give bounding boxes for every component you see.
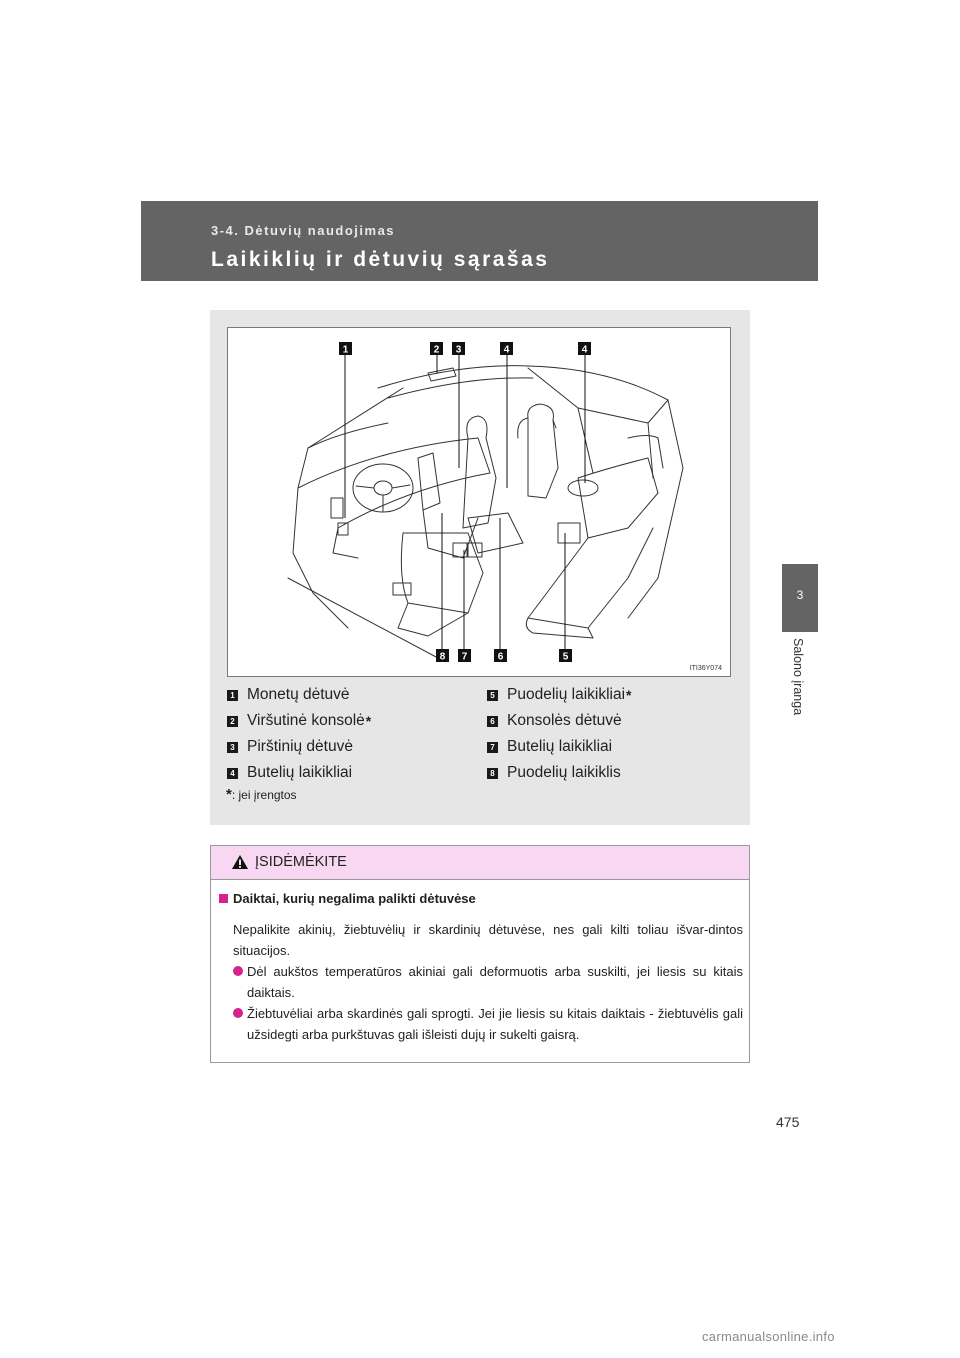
caution-bullet-text: Dėl aukštos temperatūros akiniai gali deformuotis arba suskilti, jei liesis su kitais daiktais.: [247, 964, 743, 1000]
callout-bottom-8: 8: [439, 651, 446, 663]
figure-code: ITI36Y074: [689, 665, 722, 672]
callout-top-2: 2: [433, 344, 440, 356]
footnote-star: *: [226, 786, 232, 803]
legend-item-8: [487, 762, 622, 784]
legend-badge: 3: [227, 742, 238, 753]
page-title: Laikiklių ir dėtuvių sąrašas: [211, 248, 550, 271]
section-label: 3-4. Dėtuvių naudojimas: [211, 223, 396, 238]
callout-bottom-6: 6: [497, 651, 504, 663]
legend-item-7: [487, 736, 613, 758]
legend-badge: 6: [487, 716, 498, 727]
caution-header: [211, 846, 749, 880]
legend-item-4: [227, 762, 353, 784]
chapter-label: Salono įranga: [791, 638, 805, 716]
bullet-dot-icon: [233, 966, 243, 976]
callout-top-4a: 4: [503, 344, 510, 356]
legend-label: Butelių laikikliai: [247, 764, 353, 781]
callout-top-1: 1: [342, 344, 349, 356]
callout-bottom-7: 7: [461, 651, 468, 663]
legend-badge: 2: [227, 716, 238, 727]
chapter-side-label: [784, 638, 814, 748]
legend-badge: 8: [487, 768, 498, 779]
car-interior-illustration: [228, 328, 730, 676]
car-interior-figure: [227, 327, 731, 677]
legend-label: Butelių laikikliai: [507, 738, 613, 755]
page-number: 475: [776, 1114, 800, 1130]
square-bullet-icon: [219, 894, 228, 903]
section-header: [141, 201, 818, 281]
chapter-tab: [782, 564, 818, 632]
callout-top-4b: 4: [581, 344, 588, 356]
footnote-text: : jei įrengtos: [231, 788, 297, 802]
watermark: carmanualsonline.info: [702, 1329, 835, 1344]
legend-footnote: [226, 786, 297, 803]
legend-label: Viršutinė konsolė: [247, 712, 365, 729]
callout-bottom-5: 5: [562, 651, 569, 663]
legend-label: Pirštinių dėtuvė: [247, 738, 353, 755]
caution-bullet-text: Žiebtuvėliai arba skardinės gali sprogti. Jei jie liesis su kitais daiktais - žiebtuvėlis gali užsidegti arba purkštuvas gali išleisti dujų ir sukelti gaisrą.: [247, 1006, 743, 1042]
illustration-panel: [210, 310, 750, 825]
legend-badge: 5: [487, 690, 498, 701]
legend-badge: 4: [227, 768, 238, 779]
legend-item-6: [487, 710, 623, 732]
caution-paragraph: Nepalikite akinių, žiebtuvėlių ir skardinių dėtuvėse, nes gali kilti toliau išvar-dintos situacijos.: [233, 922, 743, 958]
legend-label: Konsolės dėtuvė: [507, 712, 622, 729]
legend-item-3: [227, 736, 354, 758]
caution-bullet-2: [233, 1003, 743, 1045]
caution-box: [210, 845, 750, 1063]
chapter-number: 3: [796, 588, 804, 602]
bottom-callouts: [436, 649, 572, 663]
caution-heading: [219, 891, 476, 906]
legend-item-2: 2 Viršutinė konsolė *: [227, 710, 371, 732]
caution-heading-text: Daiktai, kurių negalima palikti dėtuvėse: [233, 891, 476, 906]
legend-label: Monetų dėtuvė: [247, 686, 350, 703]
legend-label: Puodelių laikiklis: [507, 764, 621, 781]
interior-drawing: [288, 366, 683, 658]
callout-top-3: 3: [455, 344, 462, 356]
legend-badge: 1: [227, 690, 238, 701]
legend-item-5: 5 Puodelių laikikliai *: [487, 684, 632, 706]
warning-icon: [231, 854, 249, 870]
caution-bullet-1: [233, 961, 743, 1003]
legend-item-1: [227, 684, 351, 706]
top-callouts: [339, 342, 591, 356]
caution-title: ĮSIDĖMĖKITE: [255, 854, 347, 870]
legend-label: Puodelių laikikliai: [507, 686, 626, 703]
bullet-dot-icon: [233, 1008, 243, 1018]
callout-leaders: [345, 353, 585, 653]
legend-badge: 7: [487, 742, 498, 753]
